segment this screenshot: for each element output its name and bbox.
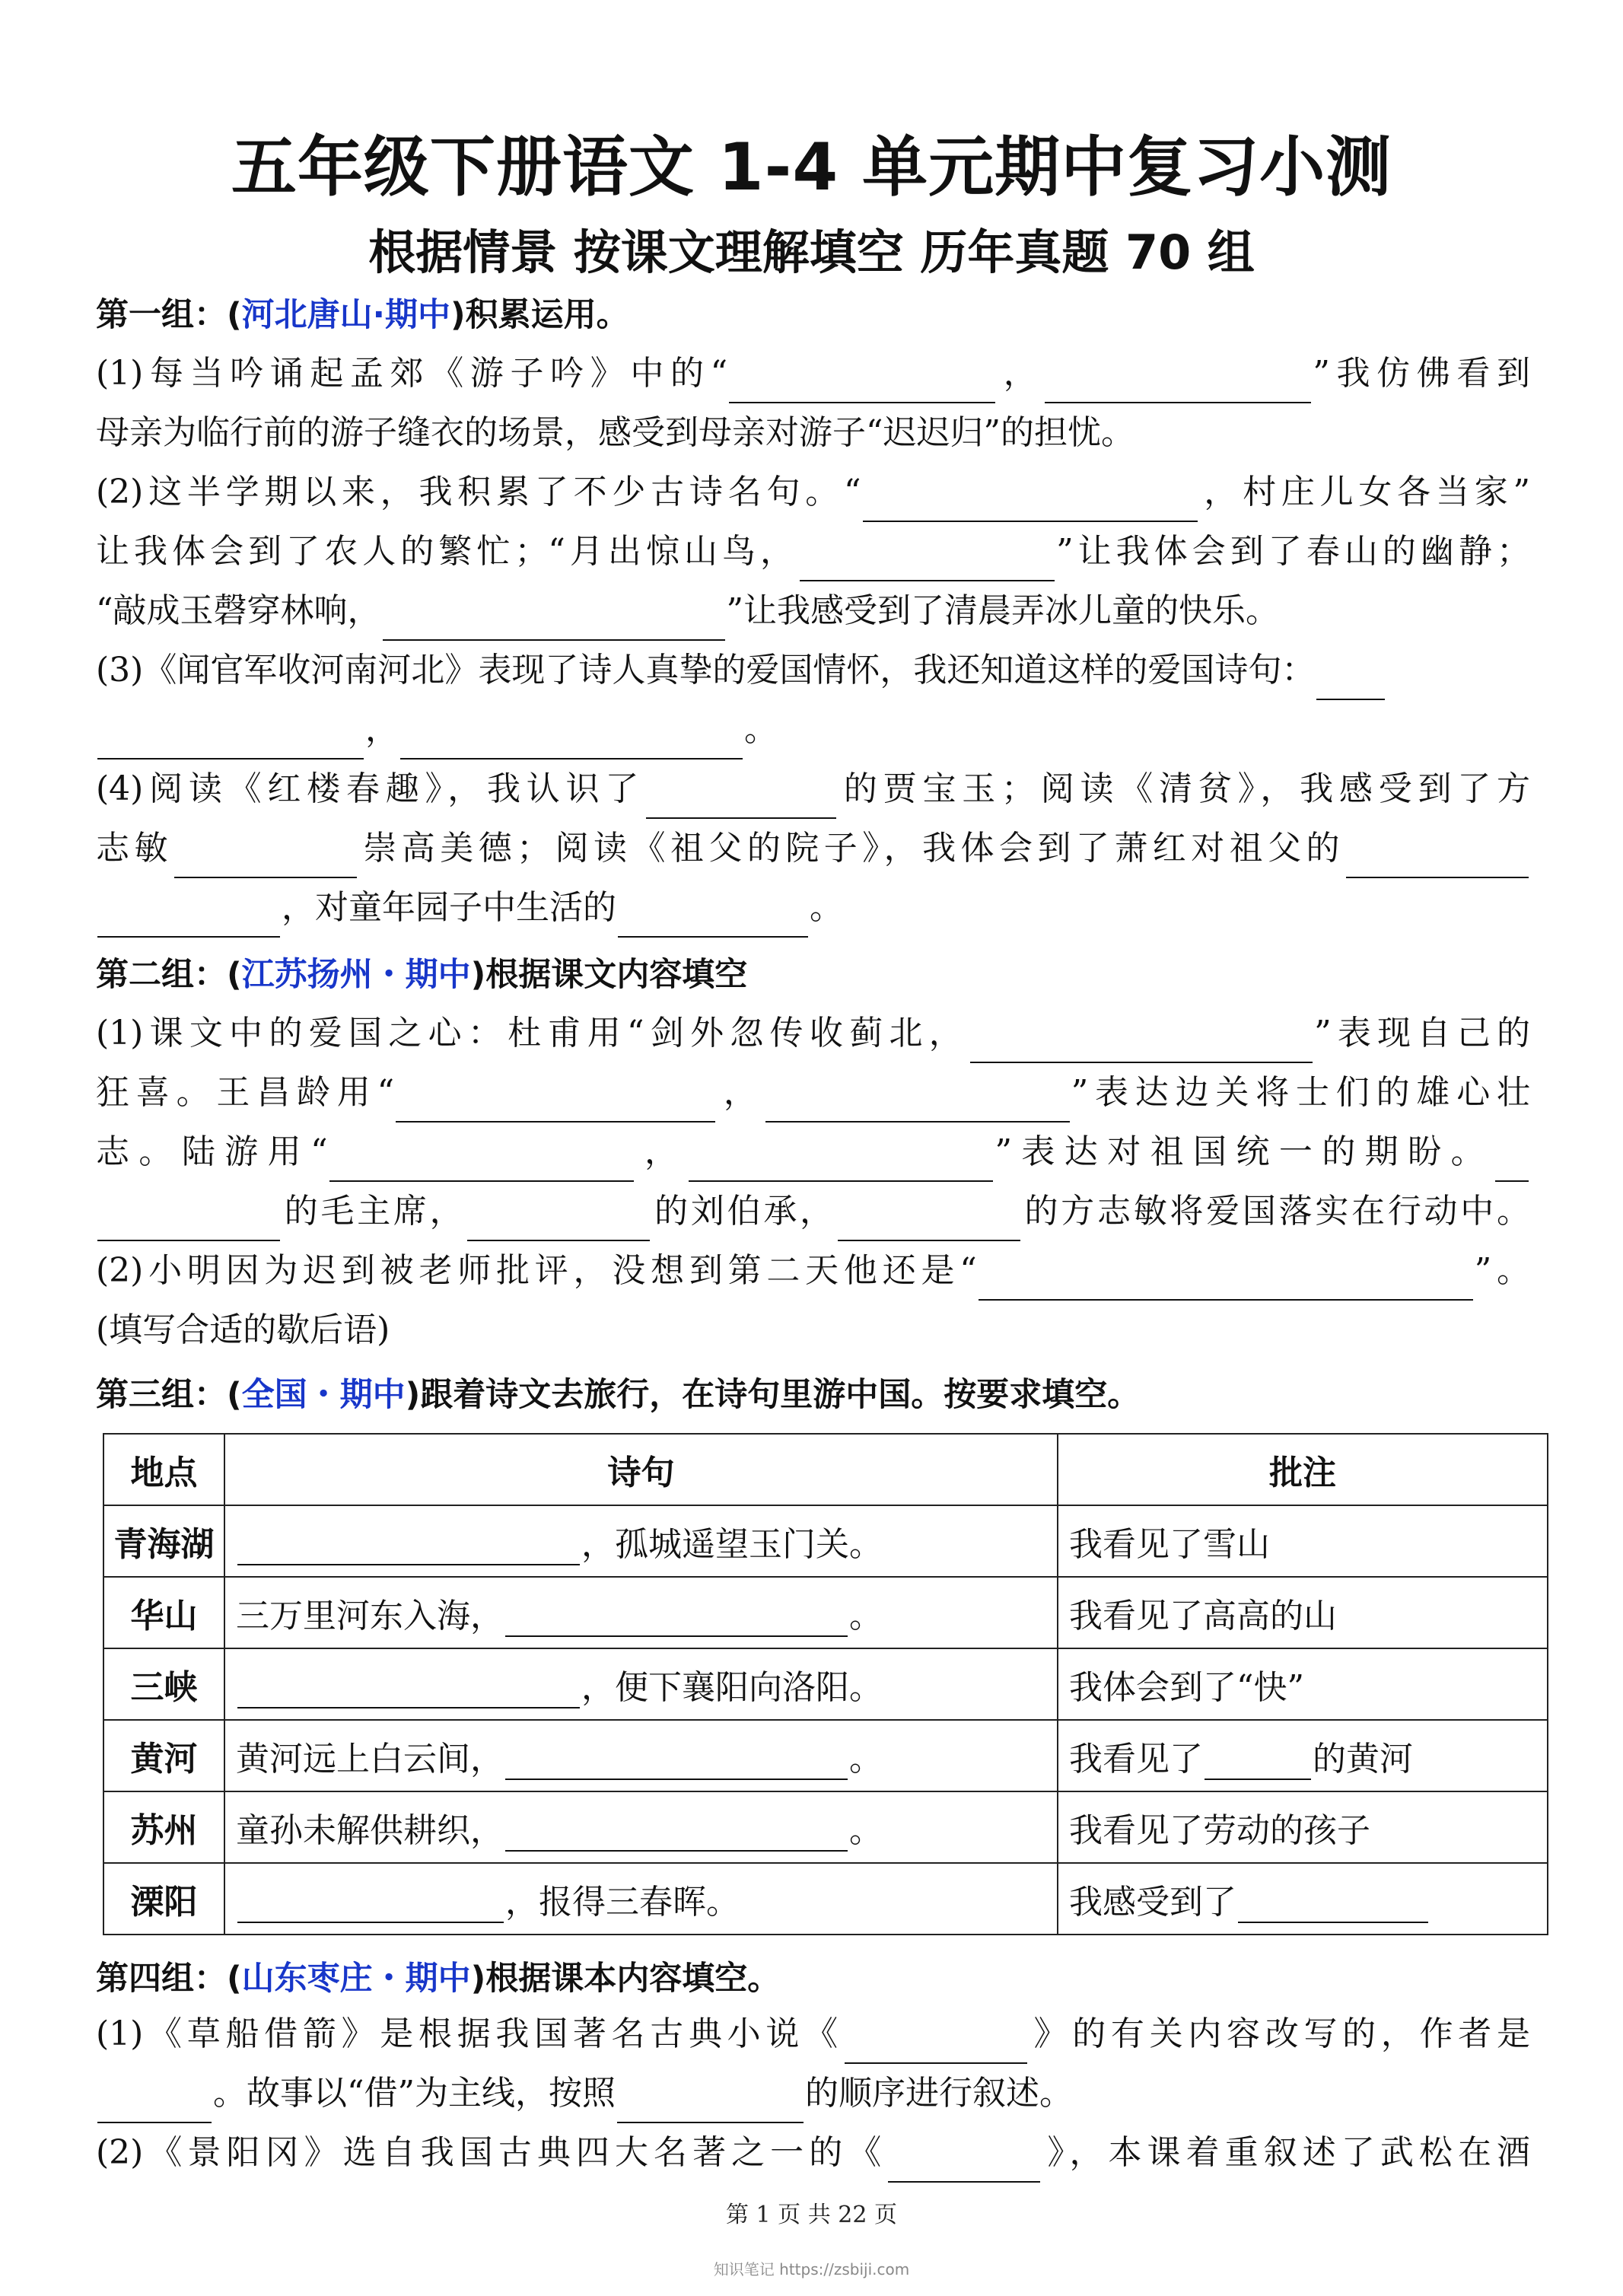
text: 。: [849, 1740, 883, 1779]
note-cell: [1058, 1863, 1548, 1935]
watermark: 知识笔记 https://zsbiji.com: [713, 2260, 910, 2278]
answer-blank[interactable]: [1316, 662, 1385, 700]
answer-blank[interactable]: [765, 1084, 1070, 1123]
place-cell: 三峡: [103, 1648, 224, 1720]
g1-line-9: [96, 819, 1530, 878]
text: ”表现自己的: [1314, 1014, 1530, 1052]
group-1-heading: [96, 292, 1530, 338]
text: ，: [717, 1073, 764, 1112]
place-cell: 苏州: [103, 1791, 224, 1863]
group-2-instruction: )根据课文内容填空: [470, 956, 748, 994]
g1-line-4: [96, 522, 1530, 581]
answer-blank[interactable]: [800, 543, 1055, 581]
group-4-source: 山东枣庄・期中: [241, 1960, 471, 1998]
g1-line-2: 母亲为临行前的游子缝衣的场景，感受到母亲对游子“迟迟归”的担忧。: [96, 413, 1135, 452]
group-2: [96, 952, 1530, 1360]
place-cell: 黄河: [103, 1720, 224, 1791]
group-3-heading: [96, 1372, 1530, 1418]
answer-blank[interactable]: [329, 1144, 634, 1182]
g1-line-7: [96, 700, 1530, 759]
group-1: [96, 292, 1530, 938]
text: (1)课文中的爱国之心：杜甫用“剑外忽传收蓟北，: [96, 1014, 969, 1052]
group-2-heading: [96, 952, 1530, 998]
text: ，报得三春晖。: [505, 1883, 740, 1922]
answer-blank[interactable]: [97, 1203, 280, 1241]
header-note: 批注: [1058, 1434, 1548, 1505]
poem-travel-table: [103, 1433, 1548, 1935]
table-row: [103, 1791, 1548, 1863]
answer-blank[interactable]: [838, 1203, 1020, 1241]
poem-cell: [224, 1720, 1058, 1791]
text: ”表达对祖国统一的期盼。: [994, 1132, 1494, 1171]
table-row: [103, 1720, 1548, 1791]
text: 的毛主席，: [282, 1192, 466, 1231]
text: 的黄河: [1313, 1740, 1413, 1779]
text: 。: [744, 710, 778, 749]
text: “敲成玉磬穿林响，: [96, 591, 381, 630]
answer-blank[interactable]: [383, 603, 725, 641]
g4-line-3: [96, 2123, 1530, 2183]
answer-blank[interactable]: [618, 900, 808, 938]
text: 》的有关内容改写的，作者是: [1028, 2014, 1531, 2053]
text: 黄河远上白云间，: [236, 1740, 504, 1779]
answer-blank[interactable]: [729, 365, 995, 403]
group-4: [96, 1956, 1530, 2183]
note-cell: [1058, 1720, 1548, 1791]
poem-cell: [224, 1863, 1058, 1935]
text: 。: [849, 1597, 883, 1635]
text: ，: [365, 710, 399, 749]
group-3: [96, 1372, 1530, 1418]
answer-blank[interactable]: [1495, 1144, 1529, 1182]
group-3-prefix: 第三组：(: [96, 1376, 242, 1414]
table-row: [103, 1648, 1548, 1720]
answer-blank[interactable]: [237, 1527, 580, 1565]
table-row: [103, 1863, 1548, 1935]
text: (4)阅读《红楼春趣》，我认识了: [96, 769, 645, 808]
g4-line-2: [96, 2064, 1530, 2123]
text: 我看见了: [1069, 1740, 1203, 1779]
text: 三万里河东入海，: [236, 1597, 504, 1635]
text: ”我仿佛看到: [1313, 354, 1531, 393]
text: ”。: [1474, 1251, 1530, 1290]
place-cell: 溧阳: [103, 1863, 224, 1935]
table-header-row: [103, 1434, 1548, 1505]
poem-cell: [224, 1505, 1058, 1577]
g1-line-5: [96, 581, 1530, 641]
answer-blank[interactable]: [845, 2026, 1027, 2064]
answer-blank[interactable]: [467, 1203, 650, 1241]
answer-blank[interactable]: [505, 1599, 848, 1637]
answer-blank[interactable]: [97, 721, 364, 759]
answer-blank[interactable]: [396, 1084, 715, 1123]
text: (2)小明因为迟到被老师批评，没想到第二天他还是“: [96, 1251, 977, 1290]
g2-line-3: [96, 1123, 1530, 1182]
group-4-heading: [96, 1956, 1530, 2001]
header-place: 地点: [103, 1434, 224, 1505]
text: ，: [635, 1132, 688, 1171]
note-cell: 我看见了高高的山: [1058, 1577, 1548, 1648]
g2-line-6: (填写合适的歇后语): [96, 1310, 390, 1349]
answer-blank[interactable]: [646, 781, 836, 819]
table-row: [103, 1577, 1548, 1648]
text: ，村庄儿女各当家”: [1198, 473, 1530, 511]
answer-blank[interactable]: [400, 721, 743, 759]
header-poem: 诗句: [224, 1434, 1058, 1505]
place-cell: 华山: [103, 1577, 224, 1648]
group-4-prefix: 第四组：(: [96, 1960, 242, 1998]
text: (2)《景阳冈》选自我国古典四大名著之一的《: [96, 2133, 887, 2172]
g4-line-1: [96, 2005, 1530, 2064]
group-2-source: 江苏扬州・期中: [241, 956, 471, 994]
text: 。: [849, 1811, 883, 1850]
poem-cell: [224, 1648, 1058, 1720]
group-1-instruction: )积累运用。: [450, 296, 629, 334]
text: ”表达边关将士们的雄心壮: [1071, 1073, 1530, 1112]
group-3-instruction: )跟着诗文去旅行，在诗句里游中国。按要求填空。: [405, 1376, 1141, 1414]
group-1-prefix: 第一组：(: [96, 296, 242, 334]
note-cell: 我体会到了“快”: [1058, 1648, 1548, 1720]
g2-line-4: [96, 1182, 1530, 1241]
g1-line-1: [96, 344, 1530, 403]
answer-blank[interactable]: [505, 1814, 848, 1852]
answer-blank[interactable]: [888, 2145, 1040, 2183]
page-title: 五年级下册语文 1-4 单元期中复习小测: [231, 129, 1392, 205]
text: ，孤城遥望玉门关。: [581, 1525, 883, 1564]
answer-blank[interactable]: [174, 840, 357, 878]
answer-blank[interactable]: [237, 1670, 580, 1708]
poem-cell: [224, 1577, 1058, 1648]
text: (3)《闻官军收河南河北》表现了诗人真挚的爱国情怀，我还知道这样的爱国诗句：: [96, 651, 1316, 689]
group-2-prefix: 第二组：(: [96, 956, 242, 994]
text: ”让我体会到了春山的幽静；: [1056, 532, 1530, 571]
g2-line-2: [96, 1063, 1530, 1123]
answer-blank[interactable]: [617, 2085, 804, 2123]
text: 我感受到了: [1069, 1883, 1236, 1922]
text: ，对童年园子中生活的: [282, 888, 616, 927]
note-cell: 我看见了雪山: [1058, 1505, 1548, 1577]
answer-blank[interactable]: [979, 1263, 1473, 1301]
g1-line-3: [96, 463, 1530, 522]
answer-blank[interactable]: [1045, 365, 1311, 403]
answer-blank[interactable]: [1238, 1885, 1428, 1923]
text: 崇高美德；阅读《祖父的院子》，我体会到了萧红对祖父的: [358, 829, 1345, 868]
text: (1)《草船借箭》是根据我国著名古典小说《: [96, 2014, 843, 2053]
g2-line-5: [96, 1241, 1530, 1301]
page-number: 第 1 页 共 22 页: [726, 2202, 897, 2228]
text: (2)这半学期以来，我积累了不少古诗名句。“: [96, 473, 861, 511]
g2-line-1: [96, 1004, 1530, 1063]
text: 的贾宝玉；阅读《清贫》，我感受到了方: [838, 769, 1531, 808]
answer-blank[interactable]: [970, 1025, 1313, 1063]
answer-blank[interactable]: [1205, 1742, 1311, 1780]
place-cell: 青海湖: [103, 1505, 224, 1577]
table-row: [103, 1505, 1548, 1577]
text: 童孙未解供耕织，: [236, 1811, 504, 1850]
group-1-source: 河北唐山·期中: [241, 296, 450, 334]
text: 志。陆游用“: [96, 1132, 328, 1171]
text: 的刘伯承，: [651, 1192, 836, 1231]
group-4-instruction: )根据课本内容填空。: [470, 1960, 781, 1998]
text: 让我体会到了农人的繁忙；“月出惊山鸟，: [96, 532, 799, 571]
text: 狂喜。王昌龄用“: [96, 1073, 395, 1112]
answer-blank[interactable]: [97, 900, 280, 938]
answer-blank[interactable]: [505, 1742, 848, 1780]
text: ”让我感受到了清晨弄冰儿童的快乐。: [726, 591, 1279, 630]
answer-blank[interactable]: [97, 2085, 212, 2123]
note-cell: 我看见了劳动的孩子: [1058, 1791, 1548, 1863]
answer-blank[interactable]: [863, 484, 1198, 522]
text: 。故事以“借”为主线，按照: [213, 2074, 616, 2113]
g1-line-6: [96, 641, 1530, 700]
answer-blank[interactable]: [1346, 840, 1529, 878]
g1-line-10: [96, 878, 1530, 938]
text: 。: [810, 888, 843, 927]
text: 的顺序进行叙述。: [805, 2074, 1073, 2113]
answer-blank[interactable]: [689, 1144, 993, 1182]
text: 的方志敏将爱国落实在行动中。: [1021, 1192, 1531, 1231]
text: ，便下襄阳向洛阳。: [581, 1668, 883, 1707]
page-subtitle: 根据情景 按课文理解填空 历年真题 70 组: [368, 225, 1255, 280]
text: ，: [997, 354, 1044, 393]
text: 志敏: [96, 829, 173, 868]
poem-cell: [224, 1791, 1058, 1863]
answer-blank[interactable]: [237, 1885, 504, 1923]
group-3-source: 全国・期中: [241, 1376, 406, 1414]
text: 》，本课着重叙述了武松在酒: [1042, 2133, 1531, 2172]
g1-line-8: [96, 759, 1530, 819]
text: (1)每当吟诵起孟郊《游子吟》中的“: [96, 354, 728, 393]
